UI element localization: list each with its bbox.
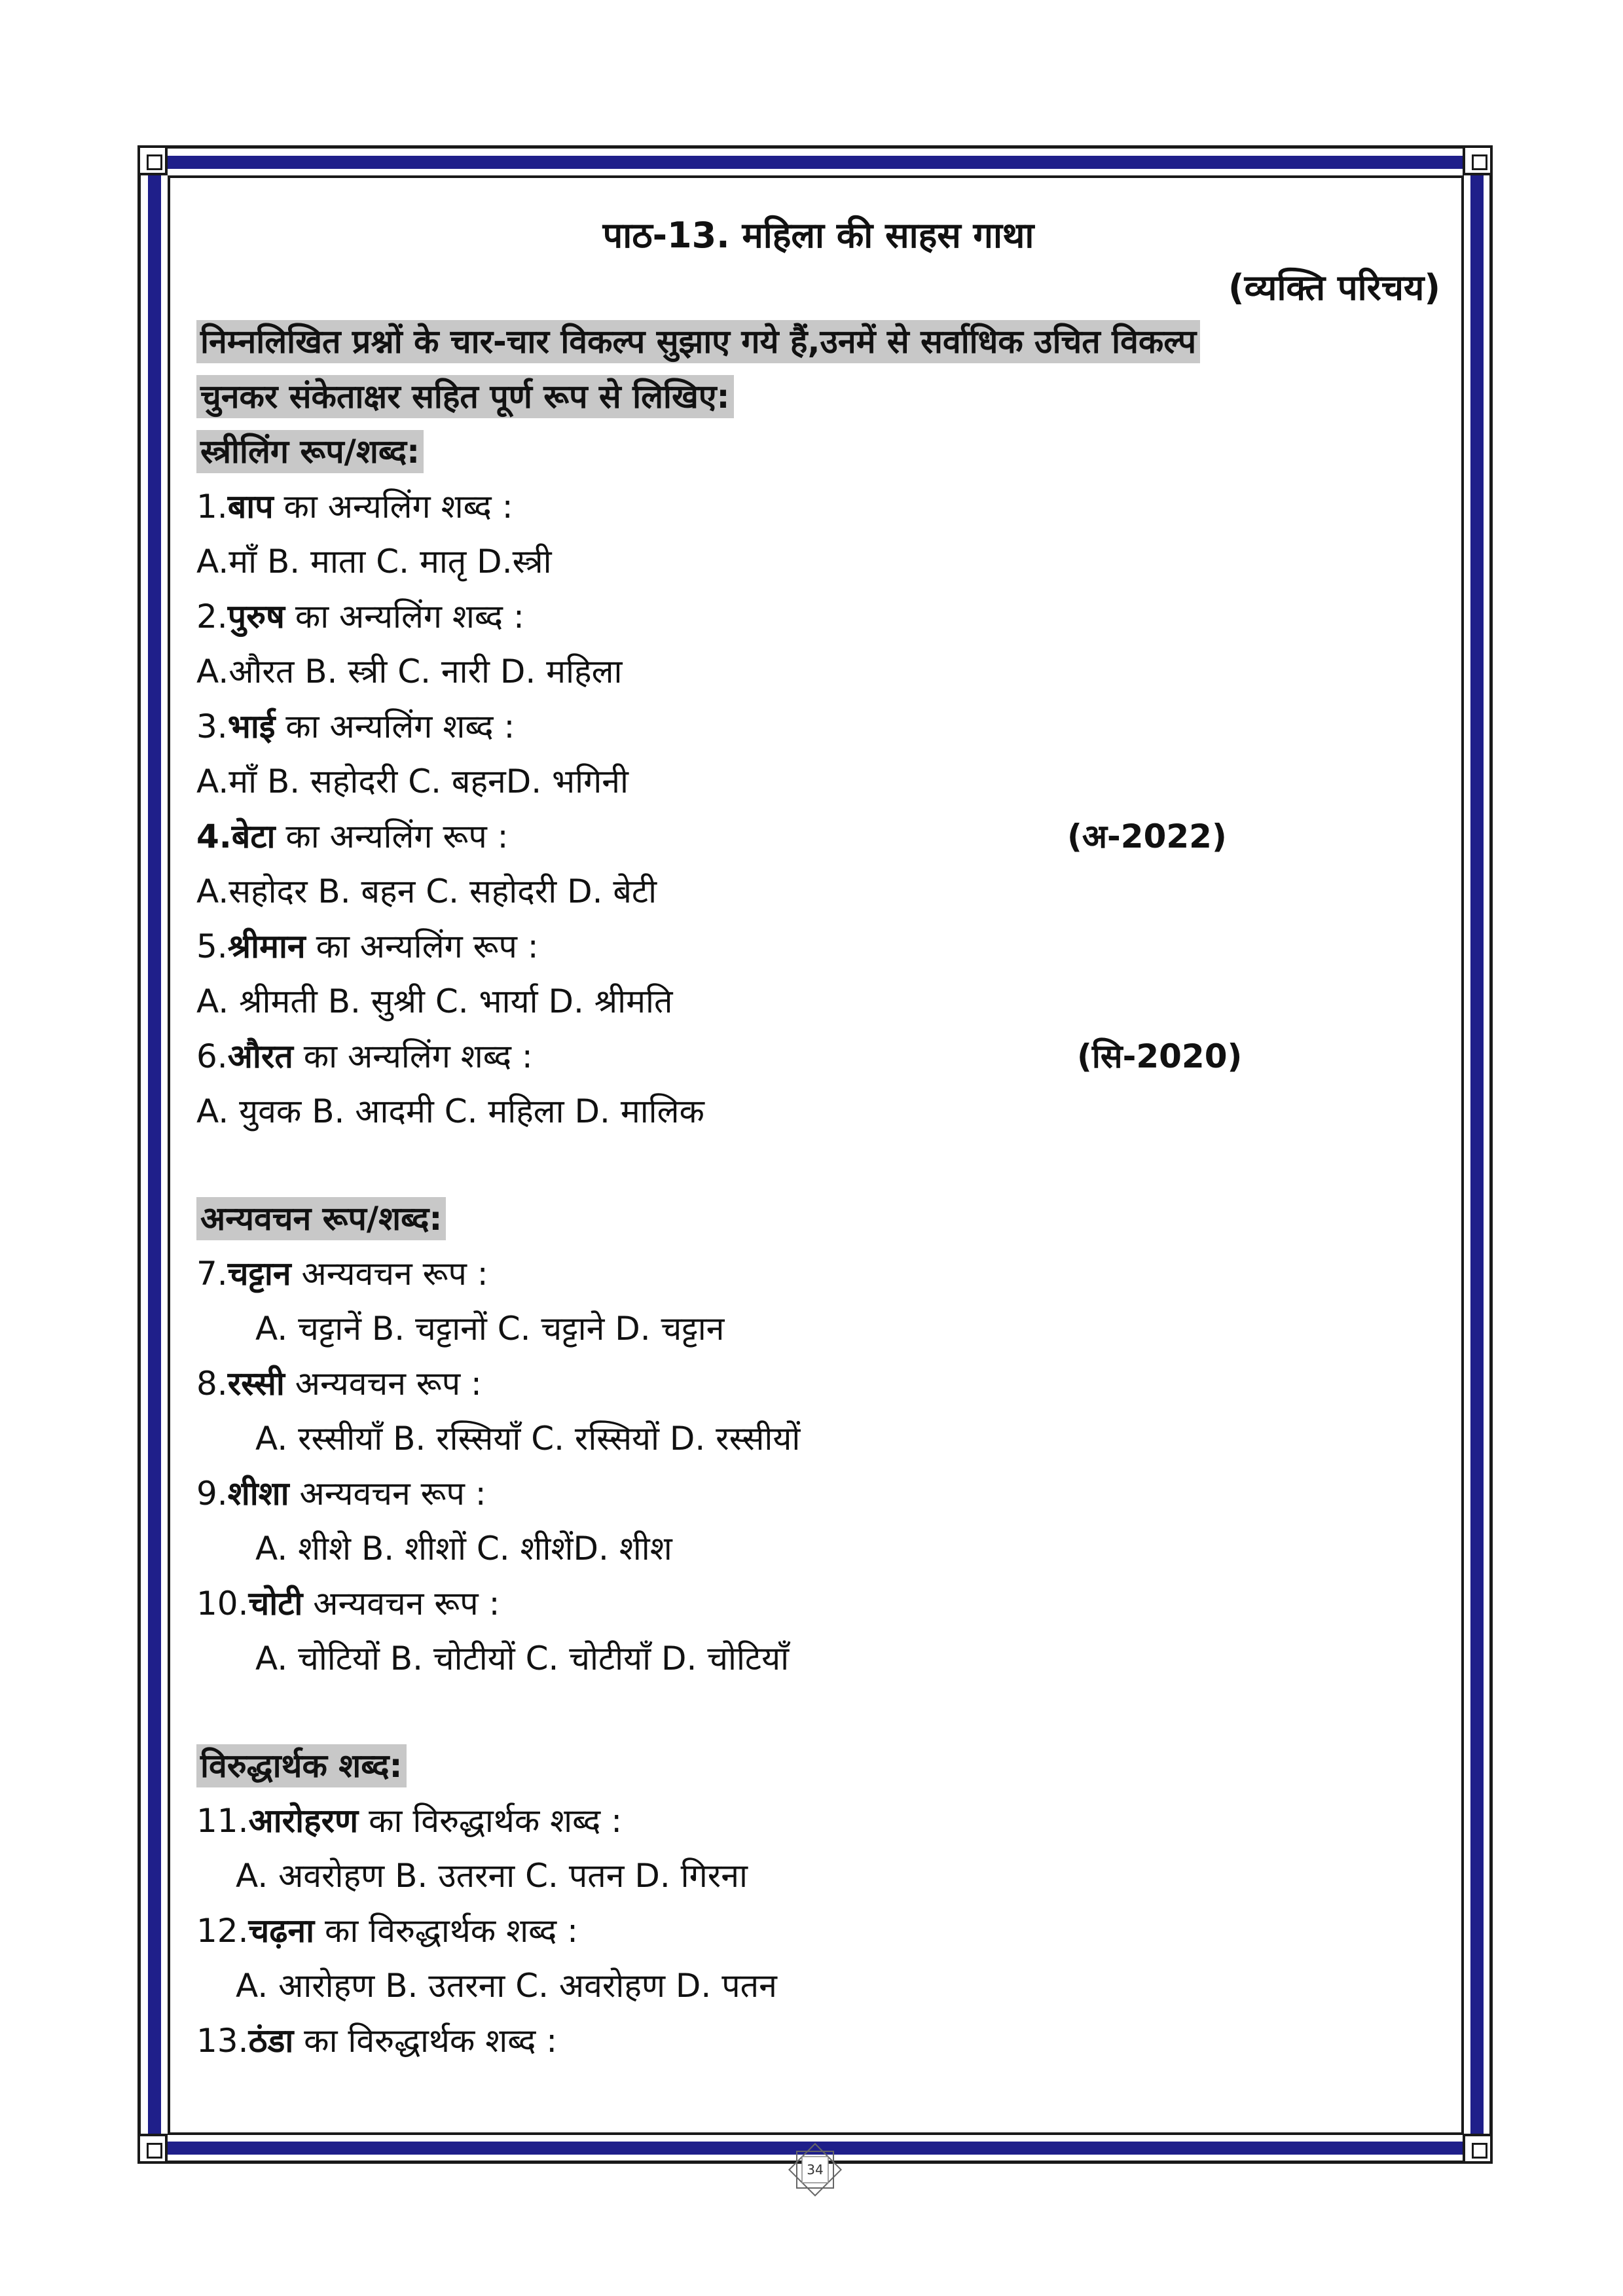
page-number: 34	[807, 2162, 824, 2178]
question-2: 2.पुरुष का अन्यलिंग शब्द :	[196, 598, 524, 636]
question-1-options: A.माँ B. माता C. मातृ D.स्त्री	[196, 543, 552, 581]
question-8: 8.रस्सी अन्यवचन रूप :	[196, 1365, 482, 1403]
exam-year-badge: (सि-2020)	[1077, 1037, 1243, 1075]
lesson-title: पाठ-13. महिला की साहस गाथा	[602, 215, 1034, 256]
question-10: 10.चोटी अन्यवचन रूप :	[196, 1585, 500, 1623]
question-6: 6.औरत का अन्यलिंग शब्द : (सि-2020)	[196, 1029, 1440, 1084]
question-2-options: A.औरत B. स्त्री C. नारी D. महिला	[196, 653, 623, 691]
question-5-options: A. श्रीमती B. सुश्री C. भार्या D. श्रीमति	[196, 982, 673, 1020]
question-9-options: A. शीशे B. शीशों C. शीशेंD. शीश	[255, 1530, 672, 1568]
question-5: 5.श्रीमान का अन्यलिंग रूप :	[196, 927, 539, 965]
page-number-ornament	[776, 2137, 854, 2202]
corner-ornament-top-right	[1463, 145, 1493, 175]
exam-year-badge: (अ-2022)	[1067, 817, 1227, 855]
corner-ornament-bottom-left	[137, 2134, 168, 2164]
instruction-line-1: निम्नलिखित प्रश्नों के चार-चार विकल्प सुझाए गये हैं,उनमें से सर्वाधिक उचित विकल्प	[196, 320, 1200, 363]
lesson-subtitle: (व्यक्ति परिचय)	[1228, 267, 1440, 308]
question-4-options: A.सहोदर B. बहन C. सहोदरी D. बेटी	[196, 872, 657, 910]
corner-ornament-bottom-right	[1463, 2134, 1493, 2164]
question-4: 4.बेटा का अन्यलिंग रूप : (अ-2022)	[196, 809, 1440, 864]
question-3: 3.भाई का अन्यलिंग शब्द :	[196, 708, 515, 745]
question-9: 9.शीशा अन्यवचन रूप :	[196, 1475, 486, 1513]
section-heading-feminine: स्त्रीलिंग रूप/शब्द:	[196, 430, 424, 473]
question-8-options: A. रस्सीयाँ B. रस्सियाँ C. रस्सियों D. रस्सीयों	[255, 1420, 801, 1458]
question-10-options: A. चोटियों B. चोटीयों C. चोटीयाँ D. चोटियाँ	[255, 1640, 790, 1677]
instruction	[196, 314, 1440, 424]
question-7-options: A. चट्टानें B. चट्टानों C. चट्टाने D. चट्टान	[255, 1310, 725, 1348]
instruction-line-2: चुनकर संकेताक्षर सहित पूर्ण रूप से लिखिए:	[196, 375, 734, 418]
question-12-options: A. आरोहण B. उतरना C. अवरोहण D. पतन	[236, 1967, 777, 2005]
question-13: 13.ठंडा का विरुद्धार्थक शब्द :	[196, 2022, 558, 2060]
question-3-options: A.माँ B. सहोदरी C. बहनD. भगिनी	[196, 762, 629, 800]
page-content	[196, 196, 1440, 2068]
question-6-options: A. युवक B. आदमी C. महिला D. मालिक	[196, 1092, 704, 1130]
question-11: 11.आरोहरण का विरुद्धार्थक शब्द :	[196, 1802, 623, 1840]
section-heading-plural: अन्यवचन रूप/शब्द:	[196, 1197, 446, 1240]
question-1: 1.बाप का अन्यलिंग शब्द :	[196, 488, 513, 526]
question-12: 12.चढ़ना का विरुद्धार्थक शब्द :	[196, 1912, 579, 1950]
section-heading-antonyms: विरुद्धार्थक शब्द:	[196, 1744, 407, 1787]
corner-ornament-top-left	[137, 145, 168, 175]
question-7: 7.चट्टान अन्यवचन रूप :	[196, 1255, 488, 1293]
question-11-options: A. अवरोहण B. उतरना C. पतन D. गिरना	[236, 1857, 748, 1895]
